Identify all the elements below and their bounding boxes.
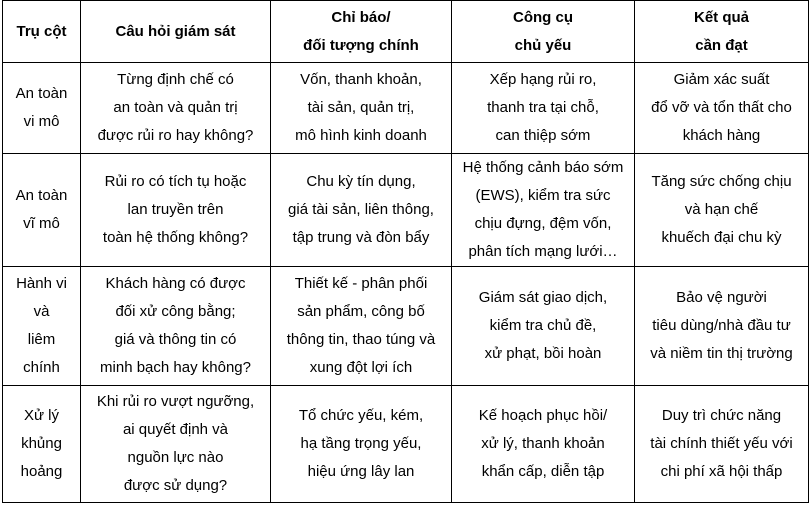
cell-pillar: Hành vi và liêm chính <box>3 267 81 386</box>
table-row <box>3 63 809 154</box>
cell-indicators: Thiết kế - phân phối sản phẩm, công bố thông tin, thao túng và xung đột lợi ích <box>271 267 452 386</box>
cell-indicators: Tổ chức yếu, kém, hạ tầng trọng yếu, hiệu ứng lây lan <box>271 386 452 503</box>
cell-tools: Xếp hạng rủi ro, thanh tra tại chỗ, can thiệp sớm <box>452 63 635 154</box>
cell-pillar: An toàn vi mô <box>3 63 81 154</box>
cell-question: Từng định chế có an toàn và quản trị được rủi ro hay không? <box>81 63 271 154</box>
cell-results: Giảm xác suất đổ vỡ và tổn thất cho khách hàng <box>635 63 809 154</box>
cell-pillar: Xử lý khủng hoảng <box>3 386 81 503</box>
cell-pillar: An toàn vĩ mô <box>3 154 81 267</box>
cell-results: Tăng sức chống chịu và hạn chế khuếch đại chu kỳ <box>635 154 809 267</box>
table-row <box>3 267 809 386</box>
header-main-indicators: Chỉ báo/ đối tượng chính <box>271 1 452 63</box>
header-pillar: Trụ cột <box>3 1 81 63</box>
cell-tools: Kế hoạch phục hồi/ xử lý, thanh khoản khẩn cấp, diễn tập <box>452 386 635 503</box>
cell-tools: Hệ thống cảnh báo sớm (EWS), kiểm tra sức chịu đựng, đệm vốn, phân tích mạng lưới… <box>452 154 635 267</box>
cell-question: Khi rủi ro vượt ngưỡng, ai quyết định và nguồn lực nào được sử dụng? <box>81 386 271 503</box>
cell-results: Bảo vệ người tiêu dùng/nhà đầu tư và niềm tin thị trường <box>635 267 809 386</box>
cell-indicators: Vốn, thanh khoản, tài sản, quản trị, mô hình kinh doanh <box>271 63 452 154</box>
cell-question: Khách hàng có được đối xử công bằng; giá và thông tin có minh bạch hay không? <box>81 267 271 386</box>
cell-tools: Giám sát giao dịch, kiểm tra chủ đề, xử phạt, bồi hoàn <box>452 267 635 386</box>
table-row <box>3 386 809 503</box>
cell-results: Duy trì chức năng tài chính thiết yếu với chi phí xã hội thấp <box>635 386 809 503</box>
header-expected-results: Kết quả cần đạt <box>635 1 809 63</box>
cell-question: Rủi ro có tích tụ hoặc lan truyền trên toàn hệ thống không? <box>81 154 271 267</box>
supervision-pillars-table <box>2 0 809 503</box>
cell-indicators: Chu kỳ tín dụng, giá tài sản, liên thông, tập trung và đòn bẩy <box>271 154 452 267</box>
supervision-pillars-table-wrapper <box>2 0 809 503</box>
table-row <box>3 154 809 267</box>
header-supervision-question: Câu hỏi giám sát <box>81 1 271 63</box>
table-header-row <box>3 1 809 63</box>
header-main-tools: Công cụ chủ yếu <box>452 1 635 63</box>
